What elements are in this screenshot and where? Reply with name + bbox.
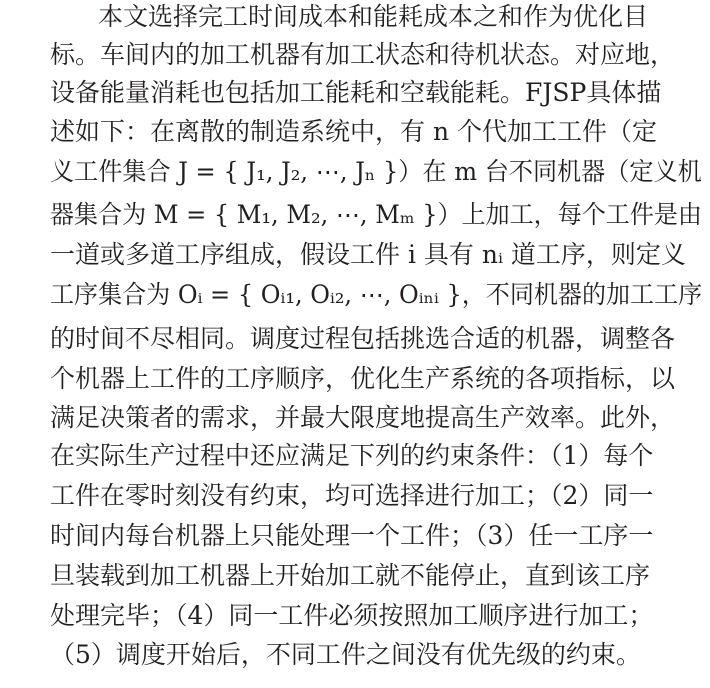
text-line-7: 一道或多道工序组成，假设工件 i 具有 nᵢ 道工序，则定义 [50, 240, 686, 269]
text-line-3: 设备能量消耗也包括加工能耗和空载能耗。FJSP具体描 [50, 78, 662, 107]
text-line-16: 处理完毕；（4）同一工件必须按照加工顺序进行加工； [50, 601, 654, 630]
text-line-2: 标。车间内的加工机器有加工状态和待机状态。对应地， [50, 40, 676, 69]
text-line-9: 的时间不尽相同。调度过程包括挑选合适的机器，调整各 [50, 324, 676, 353]
text-line-14: 时间内每台机器上只能处理一个工件；（3）任一工序一 [50, 521, 654, 550]
text-line-15: 旦装载到加工机器上开始加工就不能停止，直到该工序 [50, 561, 651, 590]
text-line-6: 器集合为 M = { M₁, M₂, ⋯, Mₘ }）上加工，每个工件是由 [50, 200, 702, 229]
text-line-12: 在实际生产过程中还应满足下列的约束条件：（1）每个 [50, 441, 654, 470]
text-line-1: 本文选择完工时间成本和能耗成本之和作为优化目 [98, 2, 649, 31]
text-line-11: 满足决策者的需求，并最大限度地提高生产效率。此外， [50, 403, 676, 432]
text-line-13: 工件在零时刻没有约束，均可选择进行加工；（2）同一 [50, 481, 654, 510]
text-line-10: 个机器上工件的工序顺序，优化生产系统的各项指标，以 [50, 364, 676, 393]
text-line-8: 工序集合为 Oᵢ = { Oᵢ₁, Oᵢ₂, ⋯, Oᵢₙᵢ }，不同机器的加工工序 [50, 280, 703, 309]
text-line-5: 义工件集合 J = { J₁, J₂, ⋯, Jₙ }）在 m 台不同机器（定义机 [50, 157, 702, 186]
text-line-17: （5）调度开始后，不同工件之间没有优先级的约束。 [50, 640, 641, 669]
text-line-4: 述如下：在离散的制造系统中，有 n 个代加工工件（定 [50, 117, 657, 146]
